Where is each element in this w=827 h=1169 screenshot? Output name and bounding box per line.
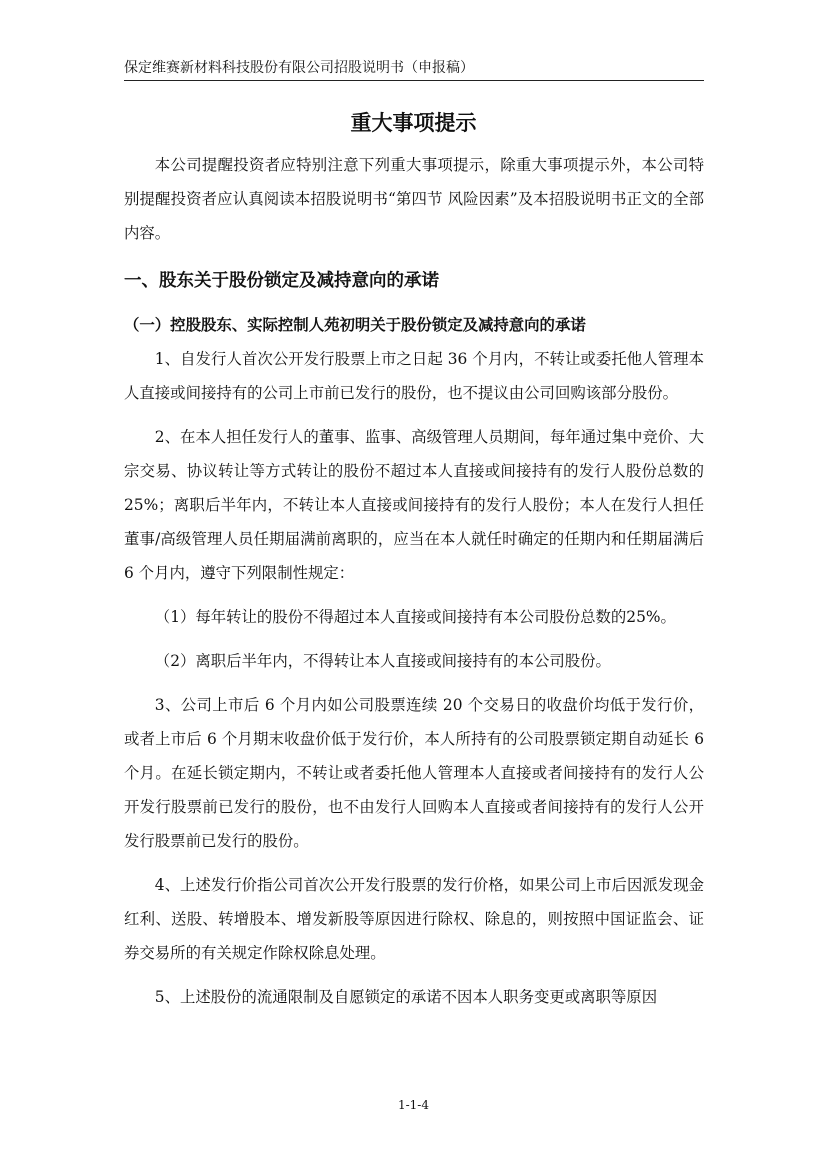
paragraph-4: 4、上述发行价指公司首次公开发行股票的发行价格，如果公司上市后因派发现金红利、送股、转增股本、增发新股等原因进行除权、除息的，则按照中国证监会、证券交易所的有关规定作除权除息处理。 [124,876,704,962]
page-number: 1-1-4 [397,1098,429,1112]
section-heading: 一、股东关于股份锁定及减持意向的承诺 [124,271,439,291]
page-title: 重大事项提示 [350,111,477,135]
subsection-heading: （一）控股股东、实际控制人苑初明关于股份锁定及减持意向的承诺 [124,316,586,334]
intro-paragraph: 本公司提醒投资者应特别注意下列重大事项提示，除重大事项提示外，本公司特别提醒投资者应认真阅读本招股说明书“第四节 风险因素”及本招股说明书正文的全部内容。 [124,156,704,242]
paragraph-5: 5、上述股份的流通限制及自愿锁定的承诺不因本人职务变更或离职等原因 [154,988,658,1006]
paragraph-2-1: （1）每年转让的股份不得超过本人直接或间接持有本公司股份总数的25%。 [154,608,676,626]
paragraph-3: 3、公司上市后 6 个月内如公司股票连续 20 个交易日的收盘价均低于发行价，或者上市后 6 个月期末收盘价低于发行价，本人所持有的公司股票锁定期自动延长 6 个月。在延长锁定期内，不转让或者委托他人管理本人直接或者间接持有的发行人公开发行股票前已发行的股份，也不由发行人回购本人直接或者间接持有的发行人公开发行股票前已发行的股份。 [124,696,704,850]
document-body [124,148,704,1014]
paragraph-2-2: （2）离职后半年内，不得转让本人直接或间接持有的本公司股份。 [154,652,611,670]
paragraph-2: 2、在本人担任发行人的董事、监事、高级管理人员期间，每年通过集中竞价、大宗交易、协议转让等方式转让的股份不超过本人直接或间接持有的发行人股份总数的 25%；离职后半年内，不转让本人直接或间接持有的发行人股份；本人在发行人担任董事/高级管理人员任期届满前离职的，应当在本人就任时确定的任期内和任期届满后 6 个月内，遵守下列限制性规定： [124,428,704,582]
running-header: 保定维赛新材料科技股份有限公司招股说明书（申报稿） [124,58,704,81]
paragraph-1: 1、自发行人首次公开发行股票上市之日起 36 个月内，不转让或委托他人管理本人直接或间接持有的公司上市前已发行的股份，也不提议由公司回购该部分股份。 [124,350,704,402]
